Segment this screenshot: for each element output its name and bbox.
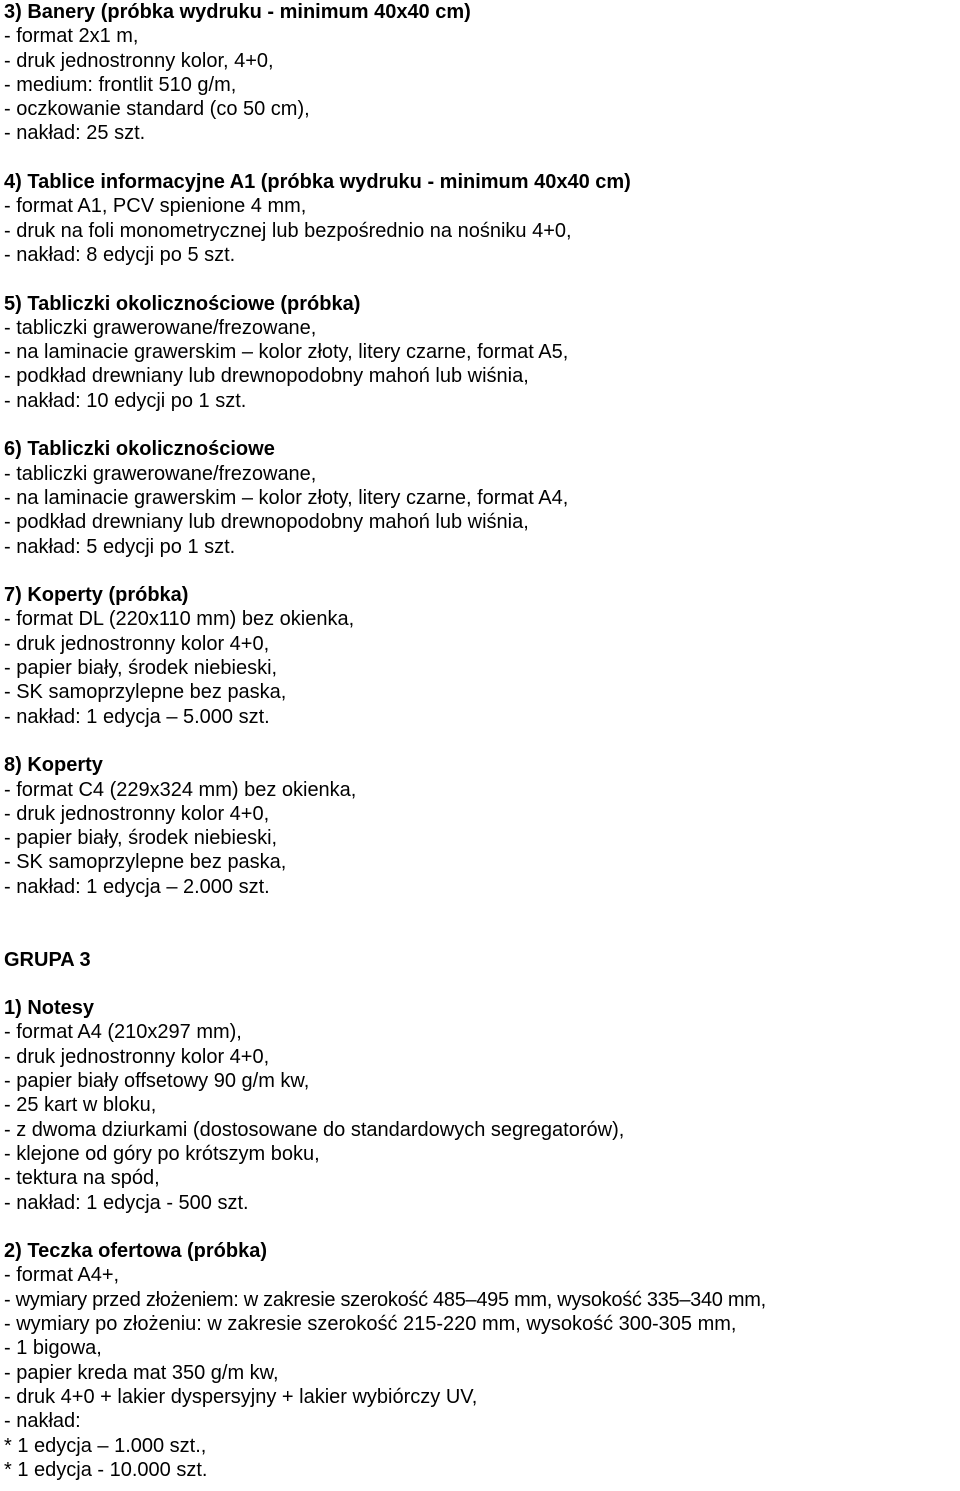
list-item: - tabliczki grawerowane/frezowane, bbox=[4, 462, 317, 485]
spacer bbox=[4, 1215, 960, 1239]
list-item: - druk jednostronny kolor 4+0, bbox=[4, 632, 270, 655]
list-item: - papier biały, środek niebieski, bbox=[4, 657, 278, 680]
list-item: - oczkowanie standard (co 50 cm), bbox=[4, 98, 310, 121]
list-item: - tektura na spód, bbox=[4, 1167, 160, 1190]
list-item: - format A4+, bbox=[4, 1264, 120, 1287]
spacer bbox=[4, 267, 960, 291]
section-tabliczki bbox=[4, 437, 960, 558]
section-heading: 4) Tablice informacyjne A1 (próbka wydruku - minimum 40x40 cm) bbox=[4, 171, 631, 194]
section-heading: 5) Tabliczki okolicznościowe (próbka) bbox=[4, 292, 361, 315]
list-item: - druk jednostronny kolor, 4+0, bbox=[4, 49, 274, 72]
section-heading: 8) Koperty bbox=[4, 754, 103, 777]
section-heading: 6) Tabliczki okolicznościowe bbox=[4, 438, 275, 461]
list-item: - nakład: 1 edycja - 500 szt. bbox=[4, 1191, 249, 1214]
list-item: * 1 edycja – 1.000 szt., bbox=[4, 1434, 207, 1457]
list-item: - nakład: 10 edycji po 1 szt. bbox=[4, 389, 247, 412]
spacer bbox=[4, 559, 960, 583]
spacer bbox=[4, 972, 960, 996]
list-item: - format A1, PCV spienione 4 mm, bbox=[4, 195, 307, 218]
list-item: - na laminacie grawerskim – kolor złoty, litery czarne, format A4, bbox=[4, 486, 569, 509]
list-item: - format 2x1 m, bbox=[4, 25, 139, 48]
list-item: - papier biały offsetowy 90 g/m kw, bbox=[4, 1070, 310, 1093]
spacer bbox=[4, 899, 960, 948]
list-item: - tabliczki grawerowane/frezowane, bbox=[4, 316, 317, 339]
list-item: - nakład: 1 edycja – 5.000 szt. bbox=[4, 705, 270, 728]
list-item: - medium: frontlit 510 g/m, bbox=[4, 73, 237, 96]
list-item: - druk 4+0 + lakier dyspersyjny + lakier wybiórczy UV, bbox=[4, 1385, 478, 1408]
list-item: - podkład drewniany lub drewnopodobny mahoń lub wiśnia, bbox=[4, 365, 529, 388]
spacer bbox=[4, 729, 960, 753]
list-item: - nakład: bbox=[4, 1410, 81, 1433]
section-heading: 3) Banery (próbka wydruku - minimum 40x40 cm) bbox=[4, 1, 471, 23]
document-page bbox=[4, 0, 960, 1482]
list-item: - format DL (220x110 mm) bez okienka, bbox=[4, 608, 355, 631]
list-item: - druk jednostronny kolor 4+0, bbox=[4, 1045, 270, 1068]
list-item: - druk jednostronny kolor 4+0, bbox=[4, 802, 270, 825]
list-item: - druk na foli monometrycznej lub bezpośrednio na nośniku 4+0, bbox=[4, 219, 572, 242]
list-item: - podkład drewniany lub drewnopodobny mahoń lub wiśnia, bbox=[4, 511, 529, 534]
section-heading: 7) Koperty (próbka) bbox=[4, 584, 189, 607]
section-notesy bbox=[4, 996, 960, 1215]
list-item: - 25 kart w bloku, bbox=[4, 1094, 157, 1117]
list-item: - nakład: 8 edycji po 5 szt. bbox=[4, 243, 236, 266]
list-item: - klejone od góry po krótszym boku, bbox=[4, 1142, 320, 1165]
spacer bbox=[4, 413, 960, 437]
list-item: * 1 edycja - 10.000 szt. bbox=[4, 1458, 208, 1481]
list-item: - wymiary po złożeniu: w zakresie szerokość 215-220 mm, wysokość 300-305 mm, bbox=[4, 1313, 737, 1336]
section-tablice-informacyjne bbox=[4, 170, 960, 267]
spacer bbox=[4, 146, 960, 170]
list-item: - papier kreda mat 350 g/m kw, bbox=[4, 1361, 279, 1384]
list-item: - nakład: 1 edycja – 2.000 szt. bbox=[4, 875, 270, 898]
list-item: - wymiary przed złożeniem: w zakresie szerokość 485–495 mm, wysokość 335–340 mm, bbox=[4, 1288, 766, 1311]
list-item: - na laminacie grawerskim – kolor złoty, litery czarne, format A5, bbox=[4, 341, 569, 364]
section-koperty bbox=[4, 753, 960, 899]
section-koperty-probka bbox=[4, 583, 960, 729]
list-item: - SK samoprzylepne bez paska, bbox=[4, 681, 287, 704]
list-item: - papier biały, środek niebieski, bbox=[4, 827, 278, 850]
list-item: - SK samoprzylepne bez paska, bbox=[4, 851, 287, 874]
list-item: - format C4 (229x324 mm) bez okienka, bbox=[4, 778, 357, 801]
section-teczka-ofertowa bbox=[4, 1239, 960, 1482]
section-banery bbox=[4, 0, 960, 146]
section-tabliczki-probka bbox=[4, 292, 960, 413]
list-item: - 1 bigowa, bbox=[4, 1337, 102, 1360]
list-item: - nakład: 25 szt. bbox=[4, 122, 146, 145]
group-heading: GRUPA 3 bbox=[4, 948, 91, 971]
list-item: - z dwoma dziurkami (dostosowane do standardowych segregatorów), bbox=[4, 1118, 625, 1141]
section-heading: 1) Notesy bbox=[4, 997, 95, 1020]
section-heading: 2) Teczka ofertowa (próbka) bbox=[4, 1240, 268, 1263]
list-item: - format A4 (210x297 mm), bbox=[4, 1021, 242, 1044]
list-item: - nakład: 5 edycji po 1 szt. bbox=[4, 535, 236, 558]
